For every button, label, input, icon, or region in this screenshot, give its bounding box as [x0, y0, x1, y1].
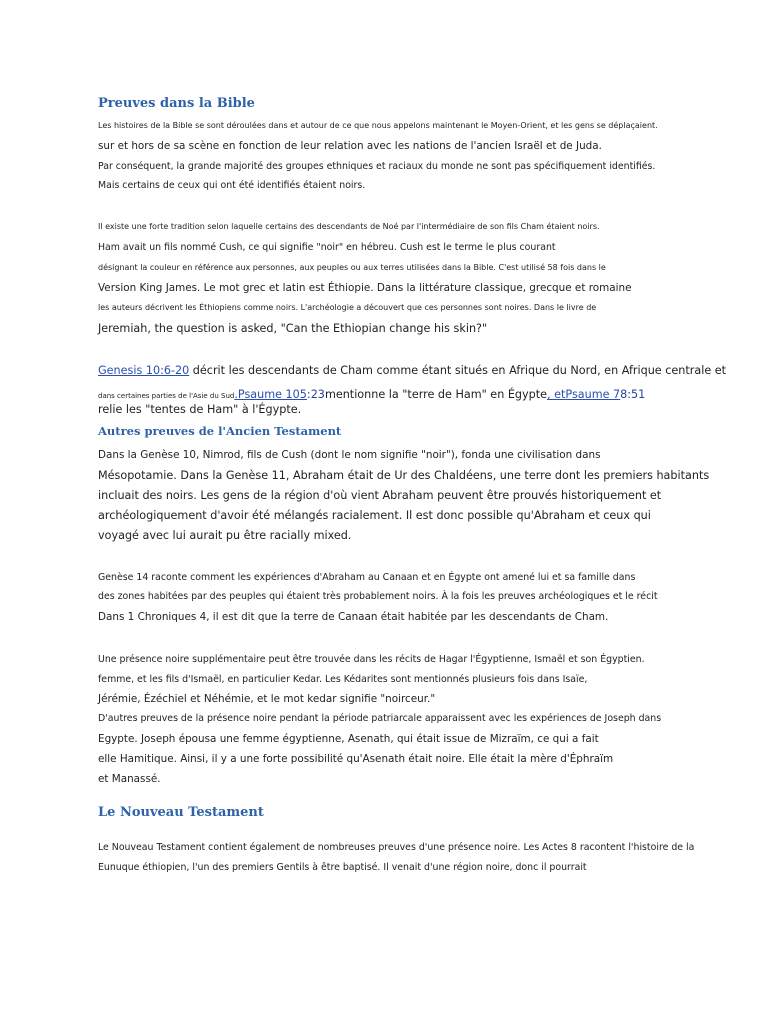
paragraph-line: désignant la couleur en référence aux personnes, aux peuples ou aux terres utilisées dans la Bible. C'est utilisé 58 fois dans le: [98, 263, 606, 272]
psalm-105-verse: :23: [306, 388, 325, 401]
paragraph-line: Version King James. Le mot grec et latin est Éthiopie. Dans la littérature classique, grecque et romaine: [98, 282, 632, 294]
paragraph-line: Egypte. Joseph épousa une femme égyptienne, Asenath, qui était issue de Mizraïm, ce qui a fait: [98, 733, 599, 745]
paragraph-line: Il existe une forte tradition selon laquelle certains des descendants de Noé par l'intermédiaire de son fils Cham étaient noirs.: [98, 222, 600, 231]
paragraph-line: Eunuque éthiopien, l'un des premiers Gentils à être baptisé. Il venait d'une région noire, donc il pourrait: [98, 862, 587, 873]
paragraph-line: des zones habitées par des peuples qui étaient très probablement noirs. À la fois les preuves archéologiques et le récit: [98, 591, 658, 602]
psalm-78-verse: 8:51: [620, 388, 646, 401]
paragraph-line: Ham avait un fils nommé Cush, ce qui signifie "noir" en hébreu. Cush est le terme le plus courant: [98, 242, 556, 253]
psalm-105-link[interactable]: .Psaume 105: [234, 388, 307, 401]
paragraph-line: D'autres preuves de la présence noire pendant la période patriarcale apparaissent avec les expériences de Joseph dans: [98, 713, 662, 724]
paragraph-line: archéologiquement d'avoir été mélangés racialement. Il est donc possible qu'Abraham et ceux qui: [98, 509, 651, 522]
paragraph-line: et Manassé.: [98, 773, 161, 785]
paragraph-line: Le Nouveau Testament contient également de nombreuses preuves d'une présence noire. Les Actes 8 racontent l'histoire de la: [98, 842, 695, 853]
heading-ancien-testament: Autres preuves de l'Ancien Testament: [98, 424, 342, 438]
paragraph-line: Dans la Genèse 10, Nimrod, fils de Cush (dont le nom signifie "noir"), fonda une civilisation dans: [98, 449, 601, 461]
paragraph-line: incluait des noirs. Les gens de la région d'où vient Abraham peuvent être prouvés historiquement et: [98, 489, 662, 502]
paragraph-line: les auteurs décrivent les Éthiopiens comme noirs. L'archéologie a découvert que ces personnes sont noires. Dans le livre de: [98, 303, 597, 312]
heading-nouveau-testament: Le Nouveau Testament: [98, 805, 264, 820]
paragraph-line: Par conséquent, la grande majorité des groupes ethniques et raciaux du monde ne sont pas spécifiquement identifiés.: [98, 161, 656, 172]
paragraph-line: Mésopotamie. Dans la Genèse 11, Abraham était de Ur des Chaldéens, une terre dont les premiers habitants: [98, 469, 710, 482]
paragraph-line: femme, et les fils d'Ismaël, en particulier Kedar. Les Kédarites sont mentionnés plusieurs fois dans Isaïe,: [98, 674, 588, 685]
paragraph-line: Les histoires de la Bible se sont déroulées dans et autour de ce que nous appelons maintenant le Moyen-Orient, et les gens se déplaçaient.: [98, 121, 658, 130]
psalm-78-link[interactable]: Psaume 7: [565, 388, 621, 401]
paragraph-line: Une présence noire supplémentaire peut être trouvée dans les récits de Hagar l'Égyptienne, Ismaël et son Égyptien.: [98, 654, 645, 665]
paragraph-line: elle Hamitique. Ainsi, il y a une forte possibilité qu'Asenath était noire. Elle était la mère d'Éphraïm: [98, 753, 614, 765]
paragraph-line-psalms: [98, 383, 645, 402]
paragraph-line: voyagé avec lui aurait pu être racially mixed.: [98, 529, 352, 542]
paragraph-line-genesis: [98, 364, 726, 377]
genesis-link[interactable]: Genesis 10:6-20: [98, 364, 190, 377]
paragraph-line: Jeremiah, the question is asked, "Can the Ethiopian change his skin?": [98, 322, 488, 335]
et-link[interactable]: , et: [547, 388, 566, 401]
paragraph-line: Jérémie, Ézéchiel et Néhémie, et le mot kedar signifie "noirceur.": [98, 693, 436, 705]
paragraph-text-small: dans certaines parties de l'Asie du Sud: [98, 392, 235, 400]
paragraph-line: relie les "tentes de Ham" à l'Égypte.: [98, 403, 302, 416]
paragraph-line: Genèse 14 raconte comment les expériences d'Abraham au Canaan et en Égypte ont amené lui et sa famille dans: [98, 572, 636, 583]
paragraph-line: sur et hors de sa scène en fonction de leur relation avec les nations de l'ancien Israël et de Juda.: [98, 140, 602, 152]
paragraph-text: décrit les descendants de Cham comme étant situés en Afrique du Nord, en Afrique centrale et: [189, 364, 727, 377]
paragraph-line: Mais certains de ceux qui ont été identifiés étaient noirs.: [98, 180, 366, 191]
heading-preuves-bible: Preuves dans la Bible: [98, 96, 255, 111]
paragraph-line: Dans 1 Chroniques 4, il est dit que la terre de Canaan était habitée par les descendants de Cham.: [98, 611, 609, 623]
paragraph-text: mentionne la "terre de Ham" en Égypte: [324, 388, 547, 401]
